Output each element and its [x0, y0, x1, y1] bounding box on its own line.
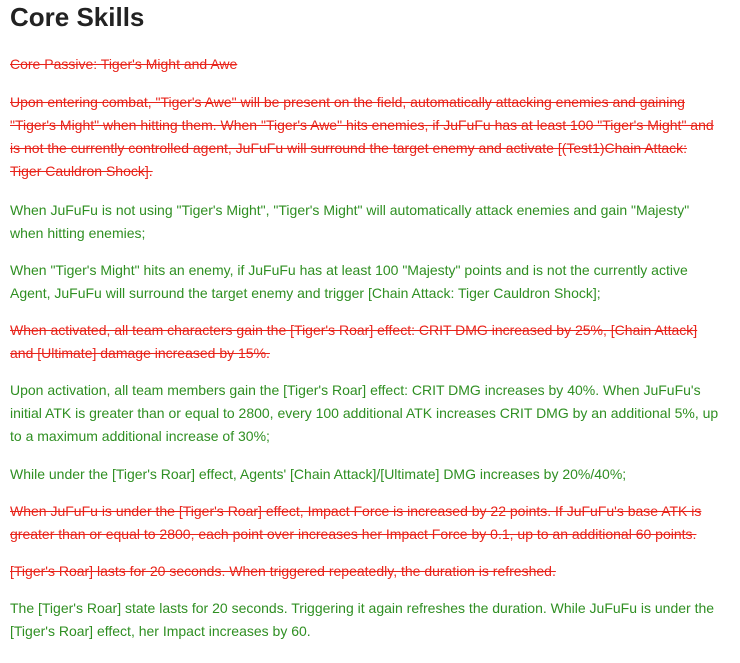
passive-description-removed: Upon entering combat, "Tiger's Awe" will be present on the field, automatically attacking enemies and gaining "Tiger's Might" when hitting them. When "Tiger's Awe" hits enemies, if JuFuFu has at least 100 "Tiger's Might" and is not the currently controlled agent, JuFuFu will surround the target enemy and activate [(Test1)Chain Attack: Tiger Cauldron Shock]. [10, 94, 714, 179]
activation-effect-removed: When activated, all team characters gain the [Tiger's Roar] effect: CRIT DMG increased by 25%, [Chain Attack] and [Ultimate] damage increased by 15%. [10, 322, 698, 361]
page-title: Core Skills [10, 2, 145, 32]
duration-removed: [Tiger's Roar] lasts for 20 seconds. When triggered repeatedly, the duration is refreshed. [10, 563, 556, 579]
tigers-might-description-added: When JuFuFu is not using "Tiger's Might", "Tiger's Might" will automatically attack enemies and gain "Majesty" when hitting enemies; [10, 202, 690, 241]
impact-force-removed: When JuFuFu is under the [Tiger's Roar] effect, Impact Force is increased by 22 points. If JuFuFu's base ATK is greater than or equal to 2800, each point over increases her Impact Force by 0.1, up to an additional 60 points. [10, 503, 702, 542]
duration-impact-added: The [Tiger's Roar] state lasts for 20 seconds. Triggering it again refreshes the duration. While JuFuFu is under the [Tiger's Roar] effect, her Impact increases by 60. [10, 600, 715, 639]
core-passive-heading-removed: Core Passive: Tiger's Might and Awe [10, 56, 238, 72]
tigers-roar-dmg-added: While under the [Tiger's Roar] effect, Agents' [Chain Attack]/[Ultimate] DMG increases by 20%/40%; [10, 466, 627, 482]
activation-effect-added: Upon activation, all team members gain the [Tiger's Roar] effect: CRIT DMG increases by 40%. When JuFuFu's initial ATK is greater than or equal to 2800, every 100 additional ATK increases CRIT DMG by an additional 5%, up to a maximum additional increase of 30%; [10, 382, 719, 444]
chain-attack-trigger-added: When "Tiger's Might" hits an enemy, if JuFuFu has at least 100 "Majesty" points and is not the currently active Agent, JuFuFu will surround the target enemy and trigger [Chain Attack: Tiger Cauldron Shock]; [10, 262, 688, 301]
